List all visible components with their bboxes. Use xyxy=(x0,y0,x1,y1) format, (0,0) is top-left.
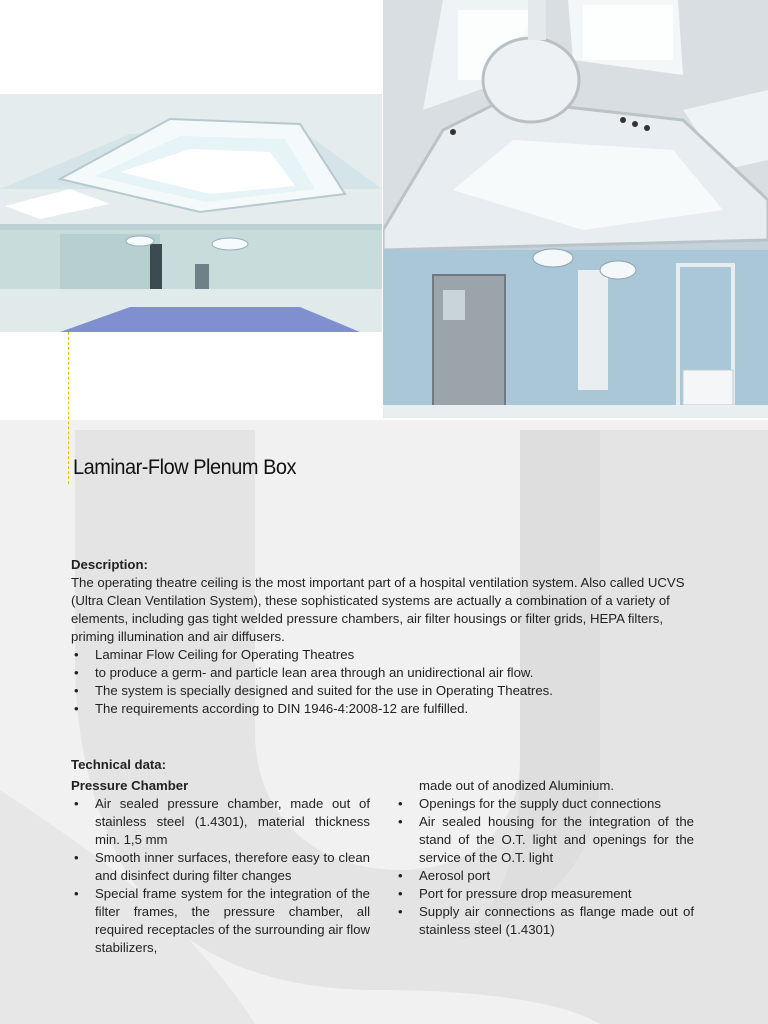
continuation-text: made out of anodized Aluminium. xyxy=(419,778,614,793)
technical-right-column xyxy=(395,777,694,939)
list-item: • Port for pressure drop measurement xyxy=(395,885,694,903)
pressure-chamber-heading: Pressure Chamber xyxy=(71,778,189,793)
list-item: • to produce a germ- and particle lean area through an unidirectional air flow. xyxy=(71,664,695,682)
operating-room-illustration xyxy=(0,94,382,332)
list-item: • Openings for the supply duct connections xyxy=(395,795,694,813)
list-item: • The requirements according to DIN 1946-4:2008-12 are fulfilled. xyxy=(71,700,695,718)
list-item: • The system is specially designed and suited for the use in Operating Theatres. xyxy=(71,682,695,700)
list-item: • Air sealed housing for the integration of the stand of the O.T. light and openings for the service of the O.T. light xyxy=(395,813,694,867)
list-item: • Aerosol port xyxy=(395,867,694,885)
operating-room-photo-left xyxy=(0,94,382,332)
operating-room-ceiling-illustration xyxy=(383,0,768,418)
description-bullet-list xyxy=(71,646,695,718)
description-heading: Description: xyxy=(71,557,148,572)
technical-right-bullet-list xyxy=(395,795,694,939)
technical-heading: Technical data: xyxy=(71,757,167,772)
technical-left-bullet-list xyxy=(71,795,370,957)
technical-left-column xyxy=(71,777,370,957)
list-item: • Laminar Flow Ceiling for Operating Theatres xyxy=(71,646,695,664)
guide-line xyxy=(68,332,69,484)
list-item: • Smooth inner surfaces, therefore easy to clean and disinfect during filter changes xyxy=(71,849,370,885)
list-item: • Special frame system for the integration of the filter frames, the pressure chamber, all required receptacles of the surrounding air flow stabilizers, xyxy=(71,885,370,957)
description-section xyxy=(71,556,695,718)
list-item: • Supply air connections as flange made out of stainless steel (1.4301) xyxy=(395,903,694,939)
page-title: Laminar-Flow Plenum Box xyxy=(73,456,297,479)
description-paragraph: The operating theatre ceiling is the most important part of a hospital ventilation system. Also called UCVS (Ultra Clean Ventilation System), these sophisticated systems are actually a combination of a variety of elements, including gas tight welded pressure chambers, air filter housings or filter grids, HEPA filters, priming illumination and air diffusers. xyxy=(71,575,685,644)
operating-room-photo-right xyxy=(383,0,768,418)
list-item: • Air sealed pressure chamber, made out of stainless steel (1.4301), material thickness min. 1,5 mm xyxy=(71,795,370,849)
